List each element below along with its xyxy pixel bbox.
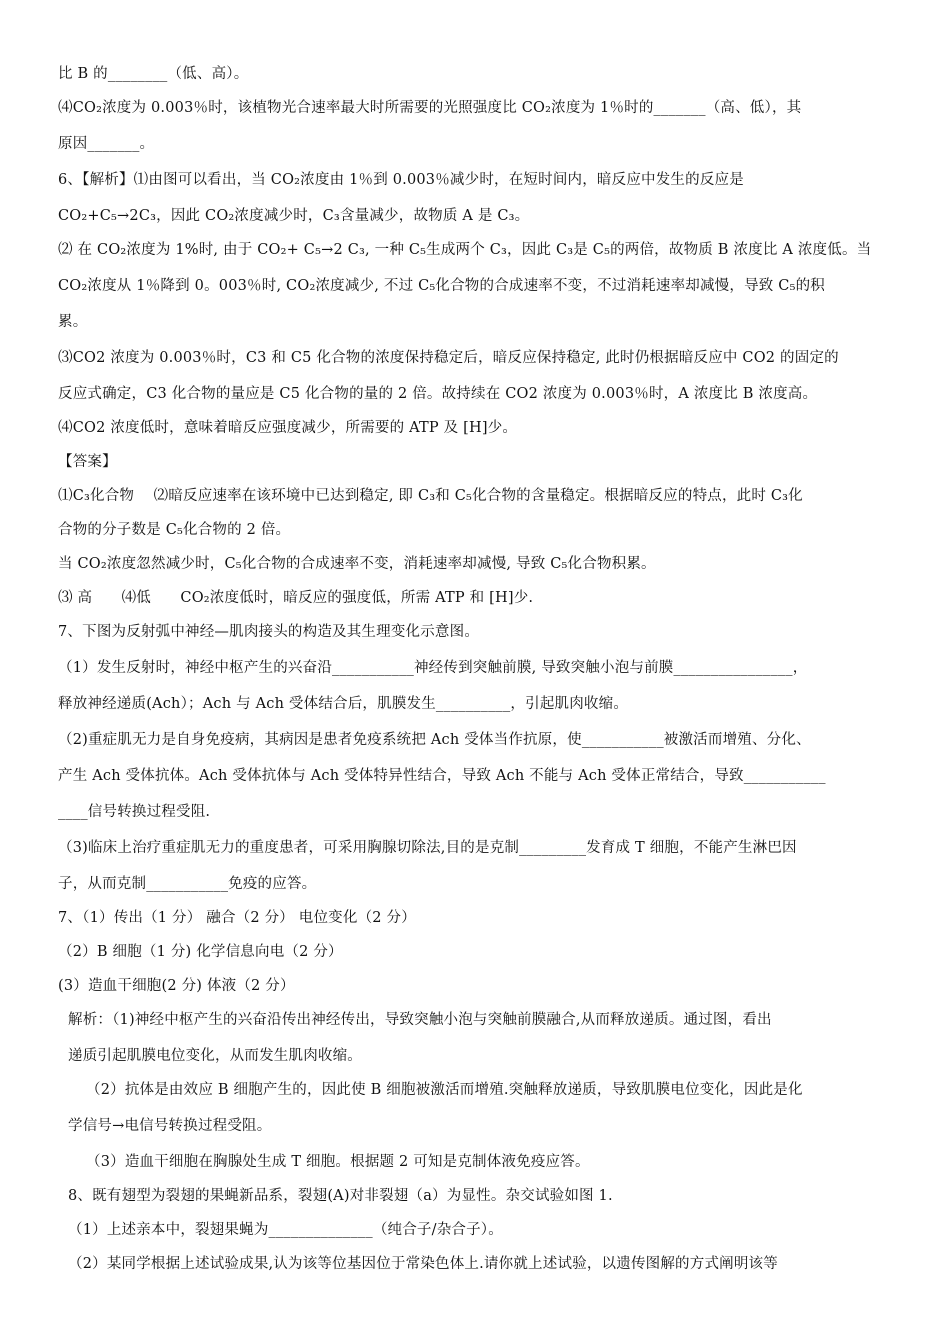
question-7-title: 7、下图为反射弧中神经—肌肉接头的构造及其生理变化示意图。 — [58, 624, 480, 640]
text-line: ⑷CO₂浓度为 0.003％时，该植物光合速率最大时所需要的光照强度比 CO₂浓度为 1％时的_______（高、低），其 — [58, 100, 802, 116]
text-line: 原因_______。 — [58, 136, 155, 152]
text-line: （3)临床上治疗重症肌无力的重度患者，可采用胸腺切除法,目的是克制_________发育成 T 细胞，不能产生淋巴因 — [58, 840, 797, 856]
text-line: ⑴C₃化合物 ⑵暗反应速率在该环境中已达到稳定, 即 C₃和 C₅化合物的含量稳定。根据暗反应的特点，此时 C₃化 — [58, 488, 803, 504]
text-line: 子，从而克制___________免疫的应答。 — [58, 876, 317, 892]
analysis-line: 学信号→电信号转换过程受阻。 — [68, 1118, 272, 1134]
analysis-line: 解析：（1)神经中枢产生的兴奋沿传出神经传出，导致突触小泡与突触前膜融合,从而释放递质。通过图，看出 — [68, 1012, 772, 1028]
text-line: 当 CO₂浓度忽然减少时，C₅化合物的合成速率不变，消耗速率却减慢, 导致 C₅化合物积累。 — [58, 556, 656, 572]
text-line: （1）发生反射时，神经中枢产生的兴奋沿___________神经传到突触前膜, 导致突触小泡与前膜________________， — [58, 660, 808, 676]
text-line: （2）某同学根据上述试验成果,认为该等位基因位于常染色体上.请你就上述试验，以遗传图解的方式阐明该等 — [68, 1256, 778, 1272]
question-8-title: 8、既有翅型为裂翅的果蝇新品系，裂翅(A)对非裂翅（a）为显性。杂交试验如图 1. — [68, 1188, 613, 1204]
text-line: 合物的分子数是 C₅化合物的 2 倍。 — [58, 522, 291, 538]
text-line: （2)重症肌无力是自身免疫病，其病因是患者免疫系统把 Ach 受体当作抗原，使___________被激活而增殖、分化、 — [58, 732, 811, 748]
text-line: ____信号转换过程受阻. — [58, 804, 211, 820]
text-line: ⑶CO2 浓度为 0.003％时，C3 和 C5 化合物的浓度保持稳定后，暗反应保持稳定, 此时仍根据暗反应中 CO2 的固定的 — [58, 350, 839, 366]
answer-7-line: (3）造血干细胞(2 分) 体液（2 分） — [58, 978, 295, 994]
text-line: 累。 — [58, 314, 88, 330]
text-line: CO₂+C₅→2C₃，因此 CO₂浓度减少时，C₃含量减少，故物质 A 是 C₃。 — [58, 208, 530, 224]
answer-7-line: （2）B 细胞（1 分) 化学信息向电（2 分） — [58, 944, 343, 960]
text-line: ⑷CO2 浓度低时，意味着暗反应强度减少，所需要的 ATP 及 [H]少。 — [58, 420, 518, 436]
answer-7-line: 7、（1）传出（1 分） 融合（2 分） 电位变化（2 分） — [58, 910, 416, 926]
text-line: 6、【解析】⑴由图可以看出，当 CO₂浓度由 1％到 0.003％减少时，在短时间内，暗反应中发生的反应是 — [58, 172, 744, 188]
text-line: ⑶ 高 ⑷低 CO₂浓度低时，暗反应的强度低，所需 ATP 和 [H]少. — [58, 590, 534, 606]
text-line: 反应式确定，C3 化合物的量应是 C5 化合物的量的 2 倍。故持续在 CO2 浓度为 0.003％时，A 浓度比 B 浓度高。 — [58, 386, 818, 402]
text-line: 释放神经递质(Ach）；Ach 与 Ach 受体结合后，肌膜发生__________，引起肌肉收缩。 — [58, 696, 629, 712]
text-line: CO₂浓度从 1％降到 0。003％时, CO₂浓度减少, 不过 C₅化合物的合成速率不变，不过消耗速率却减慢，导致 C₅的积 — [58, 278, 825, 294]
text-line: 产生 Ach 受体抗体。Ach 受体抗体与 Ach 受体特异性结合，导致 Ach 不能与 Ach 受体正常结合，导致___________ — [58, 768, 826, 784]
analysis-line: 递质引起肌膜电位变化，从而发生肌肉收缩。 — [68, 1048, 362, 1064]
analysis-line: （2）抗体是由效应 B 细胞产生的，因此使 B 细胞被激活而增殖.突触释放递质，导致肌膜电位变化，因此是化 — [86, 1082, 803, 1098]
analysis-line: （3）造血干细胞在胸腺处生成 T 细胞。根据题 2 可知是克制体液免疫应答。 — [86, 1154, 590, 1170]
text-line: （1）上述亲本中，裂翅果蝇为______________（纯合子/杂合子）。 — [68, 1222, 503, 1238]
text-line: 比 B 的________（低、高）。 — [58, 66, 249, 82]
text-line: ⑵ 在 CO₂浓度为 1%时, 由于 CO₂+ C₅→2 C₃, 一种 C₅生成两个 C₃，因此 C₃是 C₅的两倍，故物质 B 浓度比 A 浓度低。当 — [58, 242, 872, 258]
section-heading-answer: 【答案】 — [58, 454, 117, 470]
